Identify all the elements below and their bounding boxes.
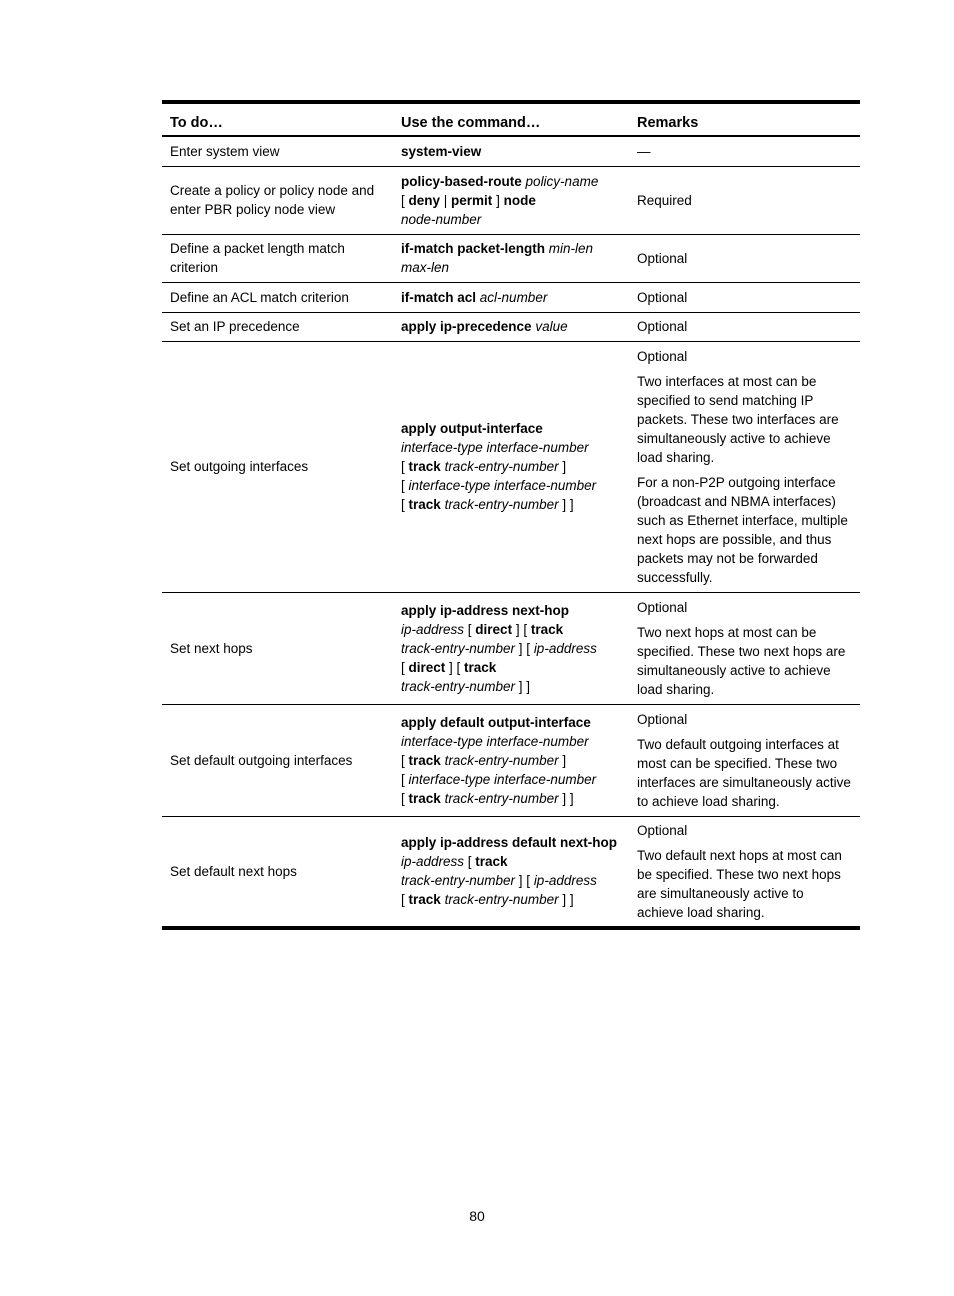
remark-paragraph: — <box>637 143 651 159</box>
command-argument: ip-address <box>533 640 597 656</box>
header-command: Use the command… <box>393 102 629 136</box>
command-punctuation: [ <box>401 771 409 787</box>
command-argument: track-entry-number <box>444 752 559 768</box>
remarks-cell <box>629 282 860 312</box>
command-punctuation: ] [ <box>515 640 534 656</box>
table-row <box>162 282 860 312</box>
command-punctuation: ] ] <box>515 678 531 694</box>
remarks-cell <box>629 592 860 704</box>
command-cell <box>393 816 629 928</box>
command-punctuation: ] ] <box>558 790 574 806</box>
command-punctuation: | <box>440 192 452 208</box>
command-punctuation: [ <box>401 892 409 908</box>
command-keyword: if-match acl <box>401 289 477 305</box>
table-row <box>162 234 860 282</box>
command-punctuation: ] [ <box>445 659 465 675</box>
table-row <box>162 341 860 592</box>
command-cell <box>393 704 629 816</box>
header-todo: To do… <box>162 102 393 136</box>
remark-paragraph: Two default next hops at most can be specified. These two next hops are simultaneously active to achieve load sharing. <box>637 847 842 920</box>
command-punctuation: [ <box>401 478 409 493</box>
todo-cell: Create a policy or policy node and enter PBR policy node view <box>162 166 393 234</box>
remark-paragraph: Two next hops at most can be specified. These two next hops are simultaneously active to achieve load sharing. <box>637 624 846 697</box>
command-keyword: apply ip-address next-hop <box>401 602 570 618</box>
command-argument: node-number <box>401 211 482 227</box>
command-keyword: if-match packet-length <box>401 241 546 256</box>
command-punctuation: [ <box>401 659 409 675</box>
command-cell <box>393 592 629 704</box>
command-keyword: apply ip-address default next-hop <box>401 835 618 851</box>
command-punctuation: [ <box>401 192 409 208</box>
remark-paragraph: Optional <box>637 319 688 334</box>
todo-cell: Set next hops <box>162 592 393 704</box>
table-row <box>162 166 860 234</box>
command-argument: track-entry-number <box>444 459 559 474</box>
remarks-cell <box>629 704 860 816</box>
command-argument: max-len <box>401 260 450 275</box>
remark-paragraph: For a non-P2P outgoing interface (broadcast and NBMA interfaces) such as Ethernet interface, multiple next hops are possible, and thus packets may not be forwarded successfully. <box>637 474 848 585</box>
remark-paragraph: Optional <box>637 250 688 266</box>
command-punctuation: [ <box>401 497 409 512</box>
remarks-cell <box>629 816 860 928</box>
command-argument: track-entry-number <box>444 497 559 512</box>
command-punctuation: [ <box>401 459 409 474</box>
remarks-cell <box>629 234 860 282</box>
remark-paragraph: Two default outgoing interfaces at most can be specified. These two interfaces are simultaneously active to achieve load sharing. <box>637 736 851 809</box>
command-argument: track-entry-number <box>401 873 516 889</box>
command-punctuation: [ <box>464 854 476 870</box>
command-keyword: system-view <box>401 143 482 159</box>
remark-paragraph: Optional <box>637 348 688 364</box>
command-keyword: track <box>530 621 564 637</box>
remarks-cell <box>629 136 860 166</box>
header-remarks: Remarks <box>629 102 860 136</box>
command-argument: interface-type interface-number <box>408 478 597 493</box>
table-row <box>162 136 860 166</box>
command-argument: ip-address <box>533 873 597 889</box>
command-punctuation: ] ] <box>558 497 574 512</box>
remarks-cell <box>629 166 860 234</box>
command-argument: track-entry-number <box>401 640 516 656</box>
command-punctuation: ] ] <box>558 892 574 908</box>
command-cell <box>393 166 629 234</box>
command-keyword: track <box>408 790 441 806</box>
command-cell <box>393 136 629 166</box>
command-cell <box>393 341 629 592</box>
table-body <box>162 136 860 928</box>
command-keyword: direct <box>475 621 513 637</box>
command-cell <box>393 282 629 312</box>
command-punctuation: [ <box>401 790 409 806</box>
todo-cell: Set outgoing interfaces <box>162 341 393 592</box>
command-argument: acl-number <box>479 289 548 305</box>
table-header-row <box>162 102 860 136</box>
command-cell <box>393 312 629 341</box>
command-argument: interface-type interface-number <box>401 733 589 749</box>
command-table <box>162 100 860 930</box>
todo-cell: Define a packet length match criterion <box>162 234 393 282</box>
command-argument: track-entry-number <box>444 892 559 908</box>
command-keyword: apply default output-interface <box>401 714 591 730</box>
command-punctuation: ] <box>492 192 504 208</box>
remark-paragraph: Optional <box>637 711 688 727</box>
command-keyword: apply ip-precedence <box>401 319 532 334</box>
command-keyword: permit <box>451 192 493 208</box>
table-row <box>162 704 860 816</box>
command-argument: ip-address <box>401 854 465 870</box>
todo-cell: Set default outgoing interfaces <box>162 704 393 816</box>
remarks-cell <box>629 341 860 592</box>
remark-paragraph: Optional <box>637 289 688 305</box>
command-punctuation: ] [ <box>515 873 534 889</box>
command-keyword: track <box>475 854 508 870</box>
command-argument: policy-name <box>525 173 599 189</box>
command-punctuation: ] <box>558 752 567 768</box>
command-argument: ip-address <box>401 621 465 637</box>
command-argument: track-entry-number <box>401 678 516 694</box>
table-row <box>162 816 860 928</box>
todo-cell: Set default next hops <box>170 863 297 879</box>
remark-paragraph: Required <box>637 192 692 208</box>
todo-cell: Set an IP precedence <box>162 312 393 341</box>
command-argument: min-len <box>548 241 594 256</box>
command-keyword: track <box>408 459 441 474</box>
table-row <box>162 312 860 341</box>
command-argument: value <box>535 319 568 334</box>
command-argument: interface-type interface-number <box>401 440 589 455</box>
command-keyword: policy-based-route <box>401 173 522 189</box>
command-keyword: track <box>464 659 497 675</box>
command-punctuation: [ <box>401 752 409 768</box>
command-keyword: node <box>503 192 536 208</box>
command-argument: track-entry-number <box>444 790 559 806</box>
command-punctuation: [ <box>464 621 476 637</box>
command-keyword: track <box>408 892 441 908</box>
remark-paragraph: Optional <box>637 822 688 838</box>
command-keyword: track <box>408 497 441 512</box>
command-punctuation: ] [ <box>512 621 531 637</box>
table-row <box>162 592 860 704</box>
command-keyword: deny <box>408 192 441 208</box>
remark-paragraph: Optional <box>637 599 688 615</box>
command-keyword: apply output-interface <box>401 421 543 436</box>
command-punctuation: ] <box>558 459 567 474</box>
todo-cell: Define an ACL match criterion <box>162 282 393 312</box>
page-number: 80 <box>469 1208 485 1224</box>
command-cell <box>393 234 629 282</box>
command-argument: interface-type interface-number <box>408 771 597 787</box>
command-keyword: track <box>408 752 441 768</box>
command-keyword: direct <box>408 659 446 675</box>
remarks-cell <box>629 312 860 341</box>
remark-paragraph: Two interfaces at most can be specified to send matching IP packets. These two interfaces are simultaneously active to achieve load sharing. <box>637 373 839 465</box>
todo-cell: Enter system view <box>162 136 393 166</box>
